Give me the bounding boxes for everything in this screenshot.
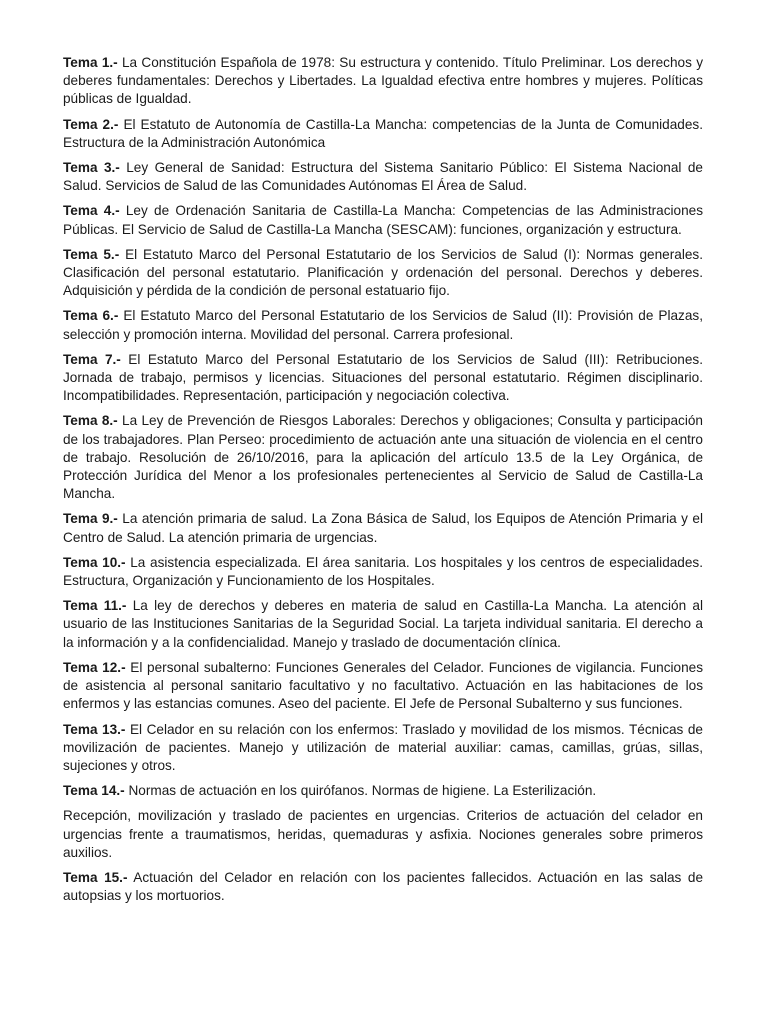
tema-1-paragraph	[63, 54, 703, 109]
tema-10-label: Tema 10.-	[63, 554, 126, 570]
tema-12-label: Tema 12.-	[63, 659, 126, 675]
urgencias-text: Recepción, movilización y traslado de pacientes en urgencias. Criterios de actuación del celador en urgencias frente a traumatismos, heridas, quemaduras y asfixia. Nociones generales sobre primeros auxilios.	[63, 808, 703, 860]
tema-15-paragraph	[63, 869, 703, 905]
tema-4-paragraph	[63, 202, 703, 238]
tema-7-paragraph	[63, 351, 703, 406]
tema-1-text: La Constitución Española de 1978: Su estructura y contenido. Título Preliminar. Los derechos y deberes fundamentales: Derechos y Libertades. La Igualdad efectiva entre hombres y mujeres. Políticas públicas de Igualdad.	[63, 55, 703, 107]
tema-11-text: La ley de derechos y deberes en materia de salud en Castilla-La Mancha. La atención al usuario de las Instituciones Sanitarias de la Seguridad Social. La tarjeta individual sanitaria. El derecho a la información y a la confidencialidad. Manejo y traslado de documentación clínica.	[63, 598, 703, 650]
tema-5-text: El Estatuto Marco del Personal Estatutario de los Servicios de Salud (I): Normas generales. Clasificación del personal estatutario. Planificación y ordenación del personal. Derechos y deberes. Adquisición y pérdida de la condición de personal estatuario fijo.	[63, 246, 703, 299]
tema-11-paragraph	[63, 597, 703, 652]
tema-7-label: Tema 7.-	[63, 351, 121, 367]
tema-14-paragraph	[63, 782, 703, 800]
tema-3-paragraph	[63, 159, 703, 195]
tema-11-label: Tema 11.-	[63, 598, 127, 614]
tema-9-paragraph	[63, 510, 703, 546]
tema-13-paragraph	[63, 721, 703, 776]
tema-8-text: La Ley de Prevención de Riesgos Laborales: Derechos y obligaciones; Consulta y participación de los trabajadores. Plan Perseo: procedimiento de actuación ante una situación de violencia en el centro de trabajo. Resolución de 26/10/2016, para la aplicación del artículo 13.5 de la Ley Orgánica, de Protección Jurídica del Menor a los profesionales pertenecientes al Servicio de Salud de Castilla-La Mancha.	[63, 413, 703, 502]
tema-10-paragraph	[63, 554, 703, 590]
tema-2-text: El Estatuto de Autonomía de Castilla-La Mancha: competencias de la Junta de Comunidades. Estructura de la Administración Autonómica	[63, 116, 703, 150]
urgencias-paragraph	[63, 807, 703, 862]
tema-5-label: Tema 5.-	[63, 246, 120, 262]
tema-10-text: La asistencia especializada. El área sanitaria. Los hospitales y los centros de especialidades. Estructura, Organización y Funcionamiento de los Hospitales.	[63, 554, 704, 589]
tema-6-paragraph	[63, 307, 703, 343]
tema-9-label: Tema 9.-	[63, 511, 118, 527]
tema-12-paragraph	[63, 659, 703, 714]
document-page	[63, 54, 703, 912]
tema-1-label: Tema 1.-	[63, 55, 118, 70]
tema-15-label: Tema 15.-	[63, 869, 128, 885]
tema-6-text: El Estatuto Marco del Personal Estatutario de los Servicios de Salud (II): Provisión de Plazas, selección y promoción interna. Movilidad del personal. Carrera profesional.	[63, 308, 703, 342]
tema-5-paragraph	[63, 246, 703, 301]
tema-14-label: Tema 14.-	[63, 783, 125, 799]
tema-3-text: Ley General de Sanidad: Estructura del Sistema Sanitario Público: El Sistema Nacional de Salud. Servicios de Salud de las Comunidades Autónomas El Área de Salud.	[63, 160, 703, 194]
tema-8-paragraph	[63, 412, 703, 503]
tema-4-label: Tema 4.-	[63, 203, 120, 219]
tema-14-text: Normas de actuación en los quirófanos. Normas de higiene. La Esterilización.	[124, 783, 597, 799]
tema-15-text: Actuación del Celador en relación con los pacientes fallecidos. Actuación en las salas de autopsias y los mortuorios.	[63, 869, 704, 904]
tema-13-label: Tema 13.-	[63, 721, 126, 737]
tema-8-label: Tema 8.-	[63, 413, 118, 429]
tema-7-text: El Estatuto Marco del Personal Estatutario de los Servicios de Salud (III): Retribuciones. Jornada de trabajo, permisos y licencias. Situaciones del personal estatutario. Régimen disciplinario. Incompatibilidades. Representación, participación y negociación colectiva.	[63, 351, 703, 404]
tema-3-label: Tema 3.-	[63, 160, 120, 176]
tema-13-text: El Celador en su relación con los enfermos: Traslado y movilidad de los mismos. Técnicas de movilización de pacientes. Manejo y utilización de material auxiliar: camas, camillas, grúas, sillas, sujeciones y otros.	[63, 721, 703, 773]
tema-2-paragraph	[63, 116, 703, 152]
tema-9-text: La atención primaria de salud. La Zona Básica de Salud, los Equipos de Atención Primaria y el Centro de Salud. La atención primaria de urgencias.	[63, 511, 703, 545]
tema-2-label: Tema 2.-	[63, 116, 119, 132]
tema-4-text: Ley de Ordenación Sanitaria de Castilla-La Mancha: Competencias de las Administraciones Públicas. El Servicio de Salud de Castilla-La Mancha (SESCAM): funciones, organización y estructura.	[63, 203, 703, 237]
tema-6-label: Tema 6.-	[63, 308, 119, 324]
tema-12-text: El personal subalterno: Funciones Generales del Celador. Funciones de vigilancia. Funciones de asistencia al personal sanitario facultativo y no facultativo. Actuación en las habitaciones de los enfermos y las estancias comunes. Aseo del paciente. El Jefe de Personal Subalterno y sus funciones.	[63, 659, 703, 712]
